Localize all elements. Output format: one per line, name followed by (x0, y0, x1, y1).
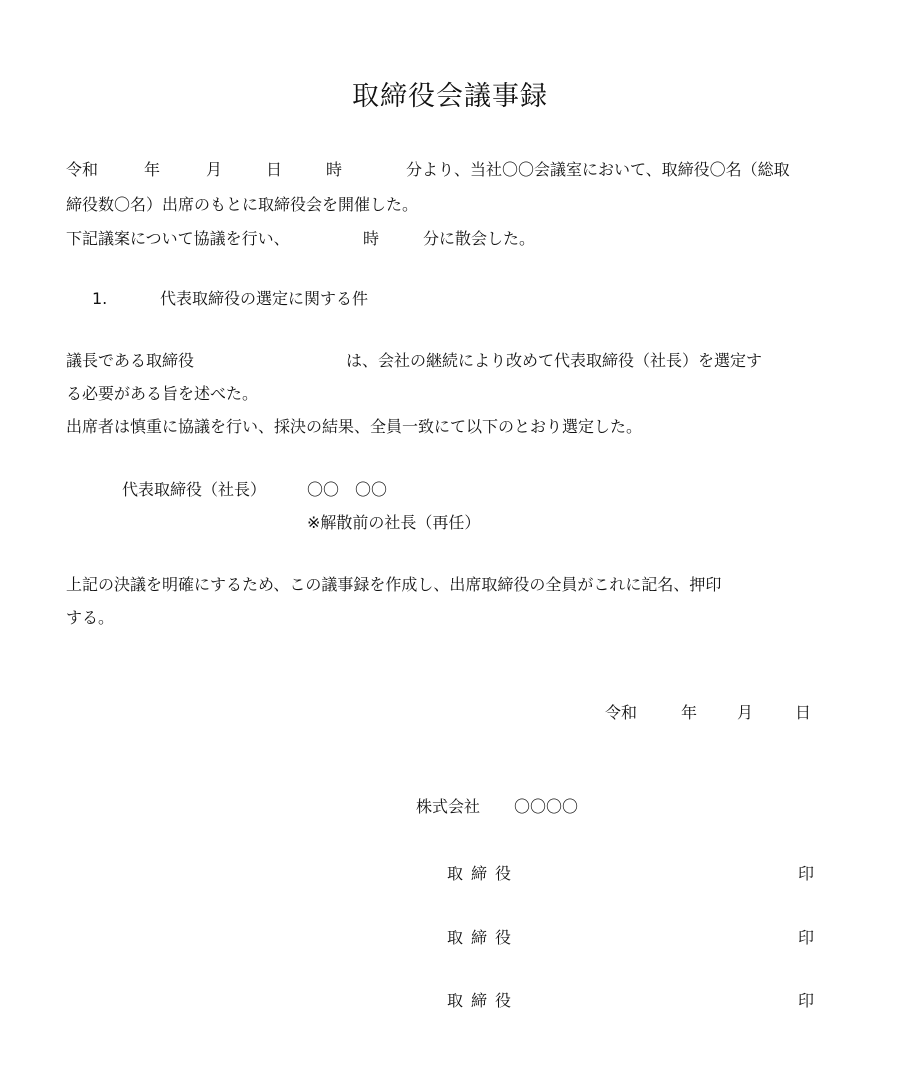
agenda-item (92, 289, 368, 309)
closing-line-2: する。 (66, 608, 115, 627)
company-label: 株式会社 (416, 797, 481, 816)
intro-line-1-rest: 分より、当社〇〇会議室において、取締役〇名（総取 (406, 160, 790, 179)
body-line-1-b: は、会社の継続により改めて代表取締役（社長）を選定す (346, 351, 763, 370)
agenda-item-heading: 代表取締役の選定に関する件 (160, 289, 369, 308)
seal-mark-2: 印 (798, 928, 815, 947)
document-title: 取締役会議事録 (352, 81, 548, 112)
body-line-1 (66, 351, 762, 371)
date-day: 日 (795, 703, 812, 722)
intro-day: 日 (266, 160, 283, 179)
intro-line-3-rest: 分に散会した。 (423, 229, 536, 248)
signature-label-3: 取締役 (447, 991, 520, 1010)
date-reiwa: 令和 (605, 703, 638, 722)
appointment-name: 〇〇 〇〇 (307, 480, 388, 499)
intro-line-3-a: 下記議案について協議を行い、 (66, 229, 290, 248)
intro-year: 年 (144, 160, 161, 179)
intro-line-3 (66, 229, 535, 249)
appointment-role: 代表取締役（社長） (122, 480, 267, 499)
seal-mark-3: 印 (798, 991, 815, 1010)
appointment-line (122, 480, 387, 500)
seal-mark-1: 印 (798, 864, 815, 883)
appointment-note: ※解散前の社長（再任） (307, 513, 481, 532)
agenda-item-number: 1. (92, 289, 108, 308)
signature-label-1: 取締役 (447, 864, 520, 883)
signature-label-2: 取締役 (447, 928, 520, 947)
body-line-2: る必要がある旨を述べた。 (66, 384, 259, 403)
intro-hour: 時 (326, 160, 343, 179)
body-line-1-a: 議長である取締役 (66, 351, 195, 370)
signing-date (605, 703, 811, 723)
date-month: 月 (737, 703, 754, 722)
intro-line-1 (66, 160, 790, 180)
intro-line-2: 締役数〇名）出席のもとに取締役会を開催した。 (66, 195, 419, 214)
closing-line-1: 上記の決議を明確にするため、この議事録を作成し、出席取締役の全員がこれに記名、押印 (66, 575, 722, 594)
intro-line-3-hour: 時 (363, 229, 380, 248)
company-name: 〇〇〇〇 (514, 797, 579, 816)
intro-reiwa: 令和 (66, 160, 99, 179)
company-line (416, 797, 578, 817)
date-year: 年 (681, 703, 698, 722)
body-line-3: 出席者は慎重に協議を行い、採決の結果、全員一致にて以下のとおり選定した。 (66, 417, 643, 436)
intro-month: 月 (206, 160, 223, 179)
